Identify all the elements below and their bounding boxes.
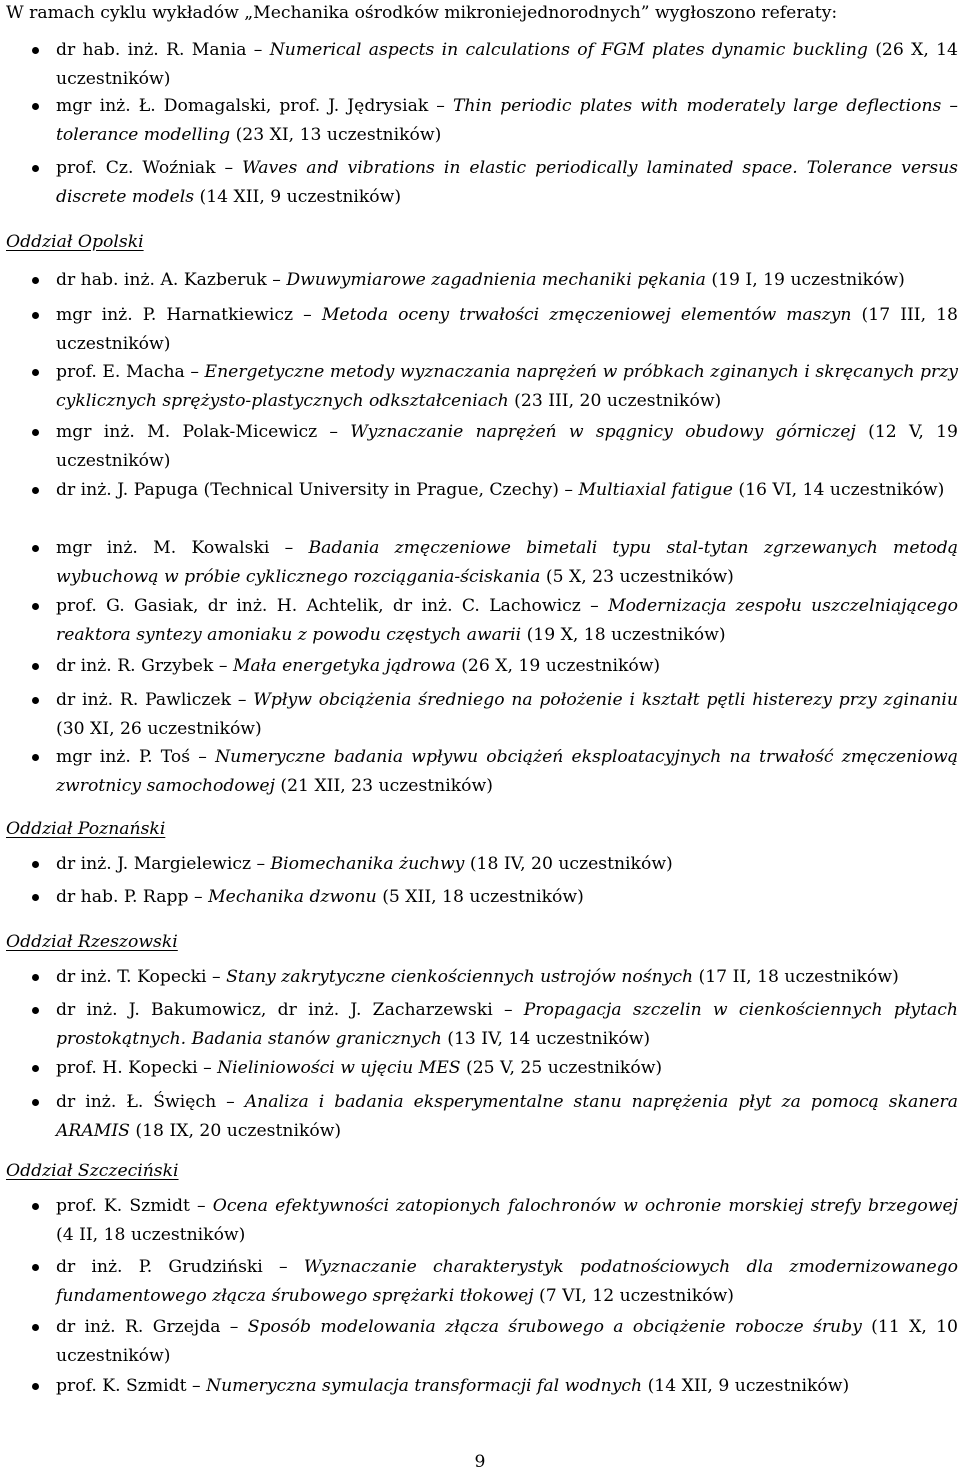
lecture-title: Energetyczne metody wyznaczania naprężeń w próbkach zginanych i skręcanych przy cyklicznych sprężysto-plastycznych odkształceniach	[56, 362, 958, 411]
lecture-note: (25 V, 25 uczestników)	[466, 1058, 663, 1078]
bullet-icon	[32, 545, 39, 552]
lecture-note: (21 XII, 23 uczestników)	[280, 776, 493, 796]
lecture-note: (19 I, 19 uczestników)	[711, 270, 905, 290]
lecture-note: (26 X, 19 uczestników)	[461, 656, 661, 676]
lecture-note: (17 III, 18 uczestników)	[56, 305, 958, 354]
speaker: mgr inż. M. Kowalski	[56, 538, 270, 558]
lecture-title: Wpływ obciążenia średniego na położenie i kształt pętli histerezy przy zginaniu	[253, 690, 958, 710]
lecture-note: (16 VI, 14 uczestników)	[738, 480, 945, 500]
bullet-icon	[32, 165, 39, 172]
lecture-title: Analiza i badania eksperymentalne stanu naprężenia płyt za pomocą skanera ARAMIS	[56, 1092, 958, 1141]
lecture-title: Propagacja szczelin w cienkościennych płytach prostokątnych. Badania stanów granicznych	[56, 1000, 958, 1049]
speaker: prof. H. Kopecki	[56, 1058, 198, 1078]
bullet-icon	[32, 277, 39, 284]
bullet-icon	[32, 487, 39, 494]
speaker: dr inż. Ł. Święch	[56, 1092, 217, 1112]
speaker: dr hab. inż. A. Kazberuk	[56, 270, 267, 290]
speaker: mgr inż. P. Harnatkiewicz	[56, 305, 294, 325]
speaker: prof. K. Szmidt	[56, 1196, 190, 1216]
bullet-icon	[32, 754, 39, 761]
lecture-title: Ocena efektywności zatopionych falochronów w ochronie morskiej strefy brzegowej	[212, 1196, 958, 1216]
bullet-icon	[32, 894, 39, 901]
lecture-note: (23 III, 20 uczestników)	[514, 391, 722, 411]
lecture-note: (5 X, 23 uczestników)	[545, 567, 734, 587]
lecture-title: Biomechanika żuchwy	[270, 854, 465, 874]
speaker: dr inż. R. Grzejda	[56, 1317, 221, 1337]
lecture-title: Numerical aspects in calculations of FGM plates dynamic buckling	[269, 40, 868, 60]
lecture-note: (18 IX, 20 uczestników)	[135, 1121, 342, 1141]
speaker: dr inż. J. Margielewicz	[56, 854, 252, 874]
lecture-title: Nieliniowości w ujęciu MES	[217, 1058, 461, 1078]
speaker: prof. G. Gasiak, dr inż. H. Achtelik, dr inż. C. Lachowicz	[56, 596, 581, 616]
section-heading: Oddział Opolski	[6, 232, 144, 252]
lecture-note: (19 X, 18 uczestników)	[526, 625, 726, 645]
lecture-title: Numeryczna symulacja transformacji fal wodnych	[206, 1376, 643, 1396]
section-heading: Oddział Rzeszowski	[6, 932, 178, 952]
lecture-title: Dwuwymiarowe zagadnienia mechaniki pękania	[286, 270, 706, 290]
speaker: mgr inż. Ł. Domagalski, prof. J. Jędrysiak	[56, 96, 429, 116]
lecture-title: Numeryczne badania wpływu obciążeń eksploatacyjnych na trwałość zmęczeniową zwrotnicy samochodowej	[56, 747, 958, 796]
bullet-icon	[32, 47, 39, 54]
bullet-icon	[32, 861, 39, 868]
speaker: prof. K. Szmidt	[56, 1376, 187, 1396]
speaker: mgr inż. M. Polak-Micewicz	[56, 422, 318, 442]
bullet-icon	[32, 1324, 39, 1331]
lecture-note: (17 II, 18 uczestników)	[698, 967, 899, 987]
speaker: prof. E. Macha	[56, 362, 185, 382]
bullet-icon	[32, 103, 39, 110]
speaker: dr inż. J. Bakumowicz, dr inż. J. Zacharzewski	[56, 1000, 493, 1020]
speaker: mgr inż. P. Toś	[56, 747, 191, 767]
lecture-title: Wyznaczanie charakterystyk podatnościowych dla zmodernizowanego fundamentowego złącza śrubowego sprężarki tłokowej	[56, 1257, 958, 1306]
lecture-title: Multiaxial fatigue	[578, 480, 733, 500]
lecture-title: Sposób modelowania złącza śrubowego a obciążenie robocze śruby	[247, 1317, 862, 1337]
lecture-note: (12 V, 19 uczestników)	[56, 422, 958, 471]
lecture-title: Wyznaczanie naprężeń w spągnicy obudowy górniczej	[350, 422, 856, 442]
section-heading: Oddział Poznański	[6, 819, 166, 839]
bullet-icon	[32, 1264, 39, 1271]
page-number: 9	[474, 1452, 486, 1472]
lecture-title: Thin periodic plates with moderately large deflections – tolerance modelling	[56, 96, 958, 145]
lecture-title: Waves and vibrations in elastic periodically laminated space. Tolerance versus discrete models	[56, 158, 958, 207]
speaker: dr hab. inż. R. Mania	[56, 40, 247, 60]
lecture-title: Mechanika dzwonu	[208, 887, 377, 907]
lecture-note: (13 IV, 14 uczestników)	[447, 1029, 651, 1049]
bullet-icon	[32, 1007, 39, 1014]
lecture-note: (26 X, 14 uczestników)	[56, 40, 958, 89]
speaker: dr inż. P. Grudziński	[56, 1257, 263, 1277]
lecture-note: (30 XI, 26 uczestników)	[56, 719, 262, 739]
lecture-note: (5 XII, 18 uczestników)	[382, 887, 584, 907]
lecture-note: (18 IV, 20 uczestników)	[469, 854, 673, 874]
bullet-icon	[32, 429, 39, 436]
bullet-icon	[32, 1065, 39, 1072]
lecture-note: (4 II, 18 uczestników)	[56, 1225, 246, 1245]
lecture-title: Modernizacja zespołu uszczelniającego reaktora syntezy amoniaku z powodu częstych awarii	[56, 596, 959, 645]
speaker: dr inż. R. Grzybek	[56, 656, 214, 676]
bullet-icon	[32, 1203, 39, 1210]
lecture-title: Mała energetyka jądrowa	[232, 656, 456, 676]
lecture-note: (14 XII, 9 uczestników)	[647, 1376, 850, 1396]
speaker: prof. Cz. Woźniak	[56, 158, 216, 178]
bullet-icon	[32, 1383, 39, 1390]
intro-text: W ramach cyklu wykładów „Mechanika ośrodków mikroniejednorodnych” wygłoszono referaty:	[6, 3, 838, 23]
lecture-title: Metoda oceny trwałości zmęczeniowej elementów maszyn	[321, 305, 852, 325]
lecture-note: (11 X, 10 uczestników)	[56, 1317, 958, 1366]
speaker: dr inż. J. Papuga (Technical University in Prague, Czechy)	[56, 480, 559, 500]
bullet-icon	[32, 603, 39, 610]
bullet-icon	[32, 663, 39, 670]
bullet-icon	[32, 312, 39, 319]
speaker: dr hab. P. Rapp	[56, 887, 189, 907]
section-heading: Oddział Szczeciński	[6, 1161, 179, 1181]
bullet-icon	[32, 369, 39, 376]
lecture-title: Badania zmęczeniowe bimetali typu stal-tytan zgrzewanych metodą wybuchową w próbie cyklicznego rozciągania-ściskania	[56, 538, 958, 587]
lecture-title: Stany zakrytyczne cienkościennych ustrojów nośnych	[226, 967, 694, 987]
lecture-note: (7 VI, 12 uczestników)	[539, 1286, 735, 1306]
lecture-note: (23 XI, 13 uczestników)	[235, 125, 442, 145]
bullet-icon	[32, 697, 39, 704]
document-page: W ramach cyklu wykładów „Mechanika ośrodków mikroniejednorodnych” wygłoszono referaty: dr hab. inż. R. Mania – Numerical aspects in calculations of FGM plates dynamic buckling (26 X, 14 uczestników) mgr inż. Ł. Domagalski, prof. J. Jędrysiak – Thin periodic plates with moderately large deflections – tolerance modelling (23 XI, 13 uczestników) prof. Cz. Woźniak – Waves and vibrations in elastic periodically laminated space. Tolerance versus discrete models (14 XII, 9 uczestników) Oddział Opolski dr hab. inż. A. Kazberuk – Dwuwymiarowe zagadnienia mechaniki pękania (19 I, 19 uczestników) mgr inż. P. Harnatkiewicz – Metoda oceny trwałości zmęczeniowej elementów maszyn (17 III, 18 uczestników) prof. E. Macha – Energetyczne metody wyznaczania naprężeń w próbkach zginanych i skręcanych przy cyklicznych sprężysto-plastycznych odkształceniach (23 III, 20 uczestników) mgr inż. M. Polak-Micewicz – Wyznaczanie naprężeń w spągnicy obudowy górniczej (12 V, 19 uczestników) dr inż. J. Papuga (Technical University in Prague, Czechy) – Multiaxial fatigue (16 VI, 14 uczestników) mgr inż. M. Kowalski – Badania zmęczeniowe bimetali typu stal-tytan zgrzewanych metodą wybuchową w próbie cyklicznego rozciągania-ściskania (5 X, 23 uczestników) prof. G. Gasiak, dr inż. H. Achtelik, dr inż. C. Lachowicz – Modernizacja zespołu uszczelniającego reaktora syntezy amoniaku z powodu częstych awarii (19 X, 18 uczestników) dr inż. R. Grzybek – Mała energetyka jądrowa (26 X, 19 uczestników) dr inż. R. Pawliczek – Wpływ obciążenia średniego na położenie i kształt pętli histerezy przy zginaniu (30 XI, 26 uczestników) mgr inż. P. Toś – Numeryczne badania wpływu obciążeń eksploatacyjnych na trwałość zmęczeniową zwrotnicy samochodowej (21 XII, 23 uczestników) Oddział Poznański dr inż. J. Margielewicz – Biomechanika żuchwy (18 IV, 20 uczestników) dr hab. P. Rapp – Mechanika dzwonu (5 XII, 18 uczestników) Oddział Rzeszowski dr inż. T. Kopecki – Stany zakrytyczne cienkościennych ustrojów nośnych (17 II, 18 uczestników) dr inż. J. Bakumowicz, dr inż. J. Zacharzewski – Propagacja szczelin w cienkościennych płytach prostokątnych. Badania stanów granicznych (13 IV, 14 uczestników) prof. H. Kopecki – Nieliniowości w ujęciu MES (25 V, 25 uczestników) dr inż. Ł. Święch – Analiza i badania eksperymentalne stanu naprężenia płyt za pomocą skanera ARAMIS (18 IX, 20 uczestników) Oddział Szczeciński prof. K. Szmidt – Ocena efektywności zatopionych falochronów w ochronie morskiej strefy brzegowej (4 II, 18 uczestników) dr inż. P. Grudziński – Wyznaczanie charakterystyk podatnościowych dla zmodernizowanego fundamentowego złącza śrubowego sprężarki tłokowej (7 VI, 12 uczestników) dr inż. R. Grzejda – Sposób modelowania złącza śrubowego a obciążenie robocze śruby (11 X, 10 uczestników) prof. K. Szmidt – Numeryczna symulacja transformacji fal wodnych (14 XII, 9 uczestników) 9	[0, 0, 960, 1473]
bullet-icon	[32, 974, 39, 981]
bullet-icon	[32, 1099, 39, 1106]
speaker: dr inż. T. Kopecki	[56, 967, 207, 987]
lecture-note: (14 XII, 9 uczestników)	[199, 187, 402, 207]
speaker: dr inż. R. Pawliczek	[56, 690, 232, 710]
